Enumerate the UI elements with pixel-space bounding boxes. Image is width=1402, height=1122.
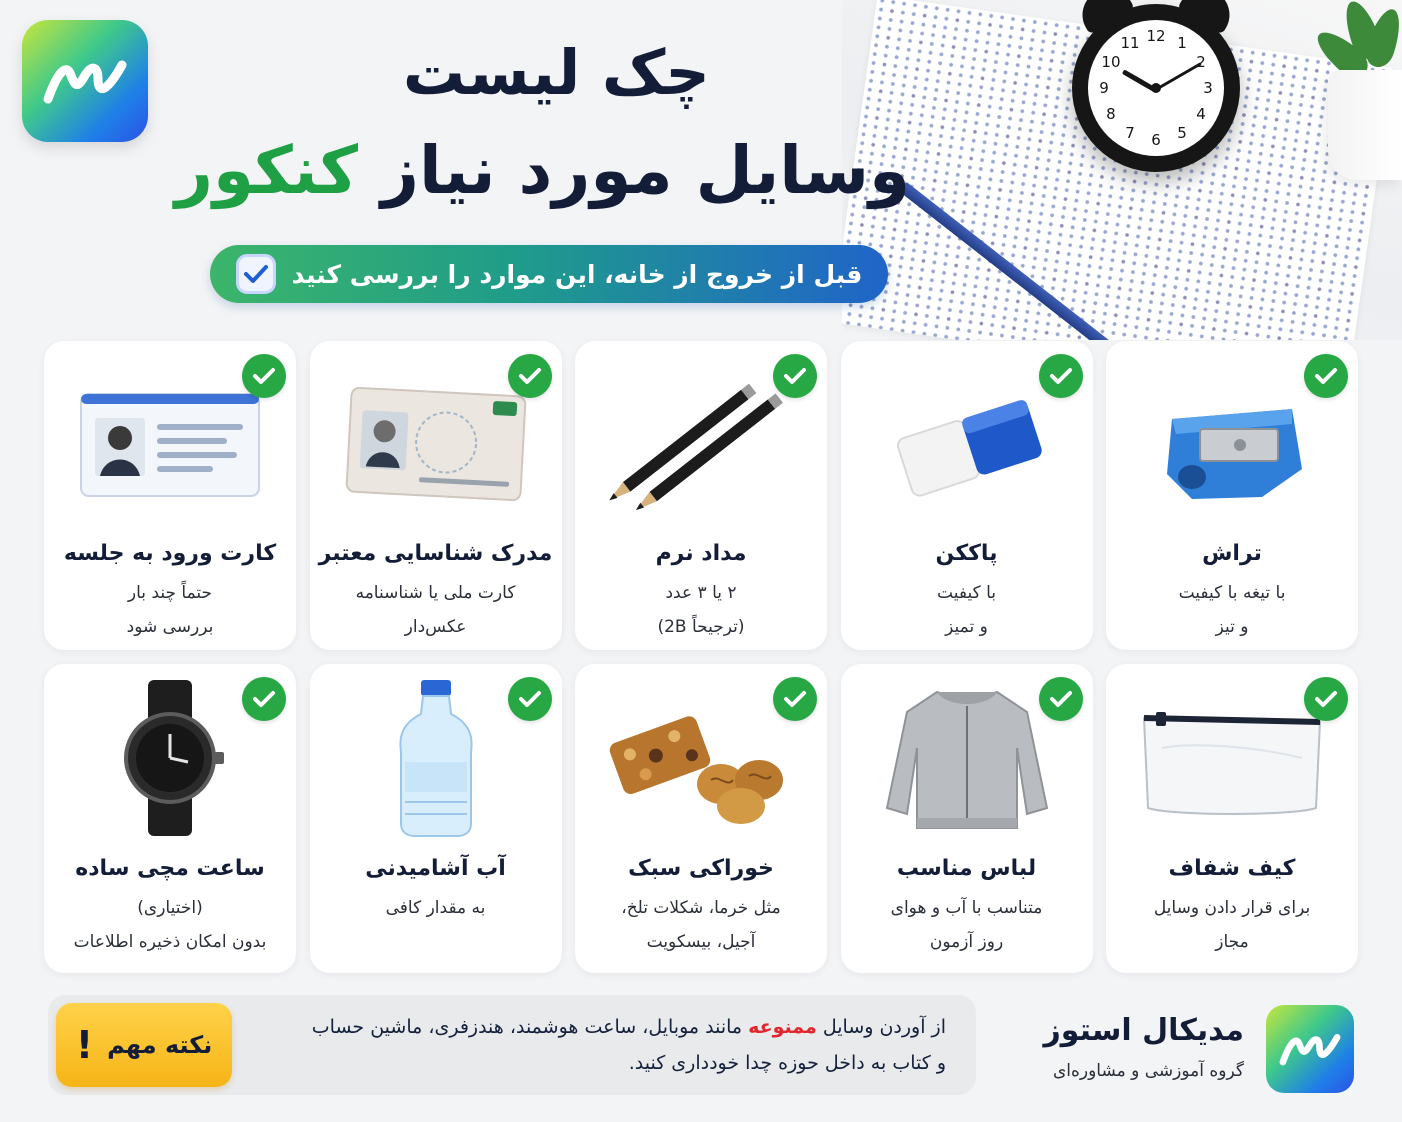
card-desc-line: عکس‌دار [404,617,467,637]
brand-name: مدیکال استوز [1043,1013,1244,1048]
clock-numeral: 7 [1125,124,1135,143]
card-desc [386,891,486,925]
card-desc-line: ۲ یا ۳ عدد [665,583,737,603]
card-title: مداد نرم [655,541,747,566]
alarm-clock-image [1072,4,1240,172]
notice-text [232,1009,976,1081]
card-desc [356,576,516,644]
card-id-document [310,341,562,650]
card-desc [127,576,214,644]
checkbox-icon [236,254,276,294]
brand-subtitle: گروه آموزشی و مشاوره‌ای [1052,1061,1244,1081]
card-desc-line: متناسب با آب و هوای [890,898,1043,918]
check-icon [242,677,286,721]
card-clothing [841,664,1093,973]
check-icon [1039,354,1083,398]
clock-numeral: 9 [1099,79,1109,97]
notice-badge [56,1003,232,1087]
medical-stuz-logo-icon [40,51,130,111]
card-drinking-water [310,664,562,973]
card-desc [621,891,781,959]
clear-pouch-icon [1132,678,1332,838]
clock-numeral: 8 [1106,105,1116,123]
brand-signature [1044,1005,1354,1095]
check-icon [508,354,552,398]
clock-numeral: 10 [1101,53,1121,71]
card-desc-line: با کیفیت [937,583,996,603]
check-icon [773,354,817,398]
water-bottle-icon [336,678,536,838]
card-desc-line: و تمیز [945,617,988,637]
title-accent: کنکور [174,132,359,209]
card-desc-line: بررسی شود [126,617,214,637]
card-desc [1154,891,1310,959]
title-main: وسایل مورد نیاز [381,132,910,209]
card-desc-line: مجاز [1215,932,1249,952]
card-clear-bag [1106,664,1358,973]
card-wristwatch [44,664,296,973]
card-desc-line: بدون امکان ذخیره اطلاعات [73,932,267,952]
eraser-icon [867,369,1067,519]
notice-text-part: مانند موبایل، ساعت هوشمند، هندزفری، ماشین حساب [311,1016,743,1038]
card-title: آب آشامیدنی [365,856,506,881]
check-icon [1304,354,1348,398]
card-desc-line: (ترجیحاً 2B) [657,617,745,637]
card-desc [657,576,744,644]
card-title: مدرک شناسایی معتبر [318,541,553,566]
card-sharpener [1106,341,1358,650]
card-desc-line: روز آزمون [929,932,1004,952]
card-desc-line: حتماً چند بار [127,583,213,603]
card-soft-pencil [575,341,827,650]
clock-numeral: 11 [1120,33,1140,52]
card-title: تراش [1202,541,1262,566]
exam-entry-card-icon [70,369,270,519]
card-desc [1179,576,1286,644]
card-desc-line: و تیز [1215,617,1249,637]
exclamation-icon: ! [75,1023,94,1067]
clock-numeral: 12 [1146,27,1166,45]
banner-text: قبل از خروج از خانه، این موارد را بررسی کنید [291,259,863,289]
national-id-card-icon [336,369,536,519]
card-light-snack [575,664,827,973]
wristwatch-icon [70,678,270,838]
card-desc-line: به مقدار کافی [385,898,486,918]
page-title-line1: چک لیست [402,36,710,109]
notice-badge-label: نکته مهم [107,1031,213,1059]
clock-numeral: 3 [1203,79,1213,97]
brand-logo-top [22,20,148,142]
card-desc-line: برای قرار دادن وسایل [1153,898,1311,918]
card-desc-line: مثل خرما، شکلات تلخ، [621,898,781,918]
pencils-icon [601,369,801,519]
clock-numeral: 6 [1151,131,1161,149]
clock-numeral: 4 [1196,105,1206,123]
clock-numeral: 2 [1196,53,1206,71]
card-desc-line: (اختیاری) [137,898,203,918]
card-desc [74,891,267,959]
check-icon [773,677,817,721]
card-title: پاککن [935,541,998,566]
checklist-grid [44,341,1358,973]
card-desc-line: کارت ملی یا شناسنامه [355,583,516,603]
card-desc [937,576,996,644]
header-photo [842,0,1402,340]
card-desc-line: آجیل، بیسکویت [646,932,756,952]
sharpener-icon [1132,369,1332,519]
clock-face [1088,20,1224,156]
check-icon [1304,677,1348,721]
check-icon [508,677,552,721]
page-title-line2 [175,132,910,209]
card-title: کیف شفاف [1168,856,1296,881]
card-desc-line: با تیغه با کیفیت [1178,583,1286,603]
important-notice [48,995,976,1095]
clock-numeral: 1 [1177,33,1187,52]
card-title: لباس مناسب [896,856,1037,881]
card-title: خوراکی سبک [628,856,774,881]
card-entrance-card [44,341,296,650]
notice-text-part: از آوردن وسایل [822,1016,946,1038]
notice-line1 [232,1009,946,1045]
jacket-icon [867,678,1067,838]
check-icon [242,354,286,398]
medical-stuz-logo-icon [1266,1005,1354,1093]
card-title: ساعت مچی ساده [75,856,265,881]
check-icon [1039,677,1083,721]
card-title: کارت ورود به جلسه [63,541,277,566]
notice-line2: و کتاب به داخل حوزه چدا خودداری کنید. [628,1052,946,1074]
plant-pot-image [1328,0,1402,190]
snacks-icon [601,678,801,838]
clock-numeral: 5 [1177,124,1187,143]
instruction-banner [210,245,888,303]
card-eraser [841,341,1093,650]
notice-forbidden-word: ممنوعه [748,1016,817,1038]
card-desc [891,891,1043,959]
